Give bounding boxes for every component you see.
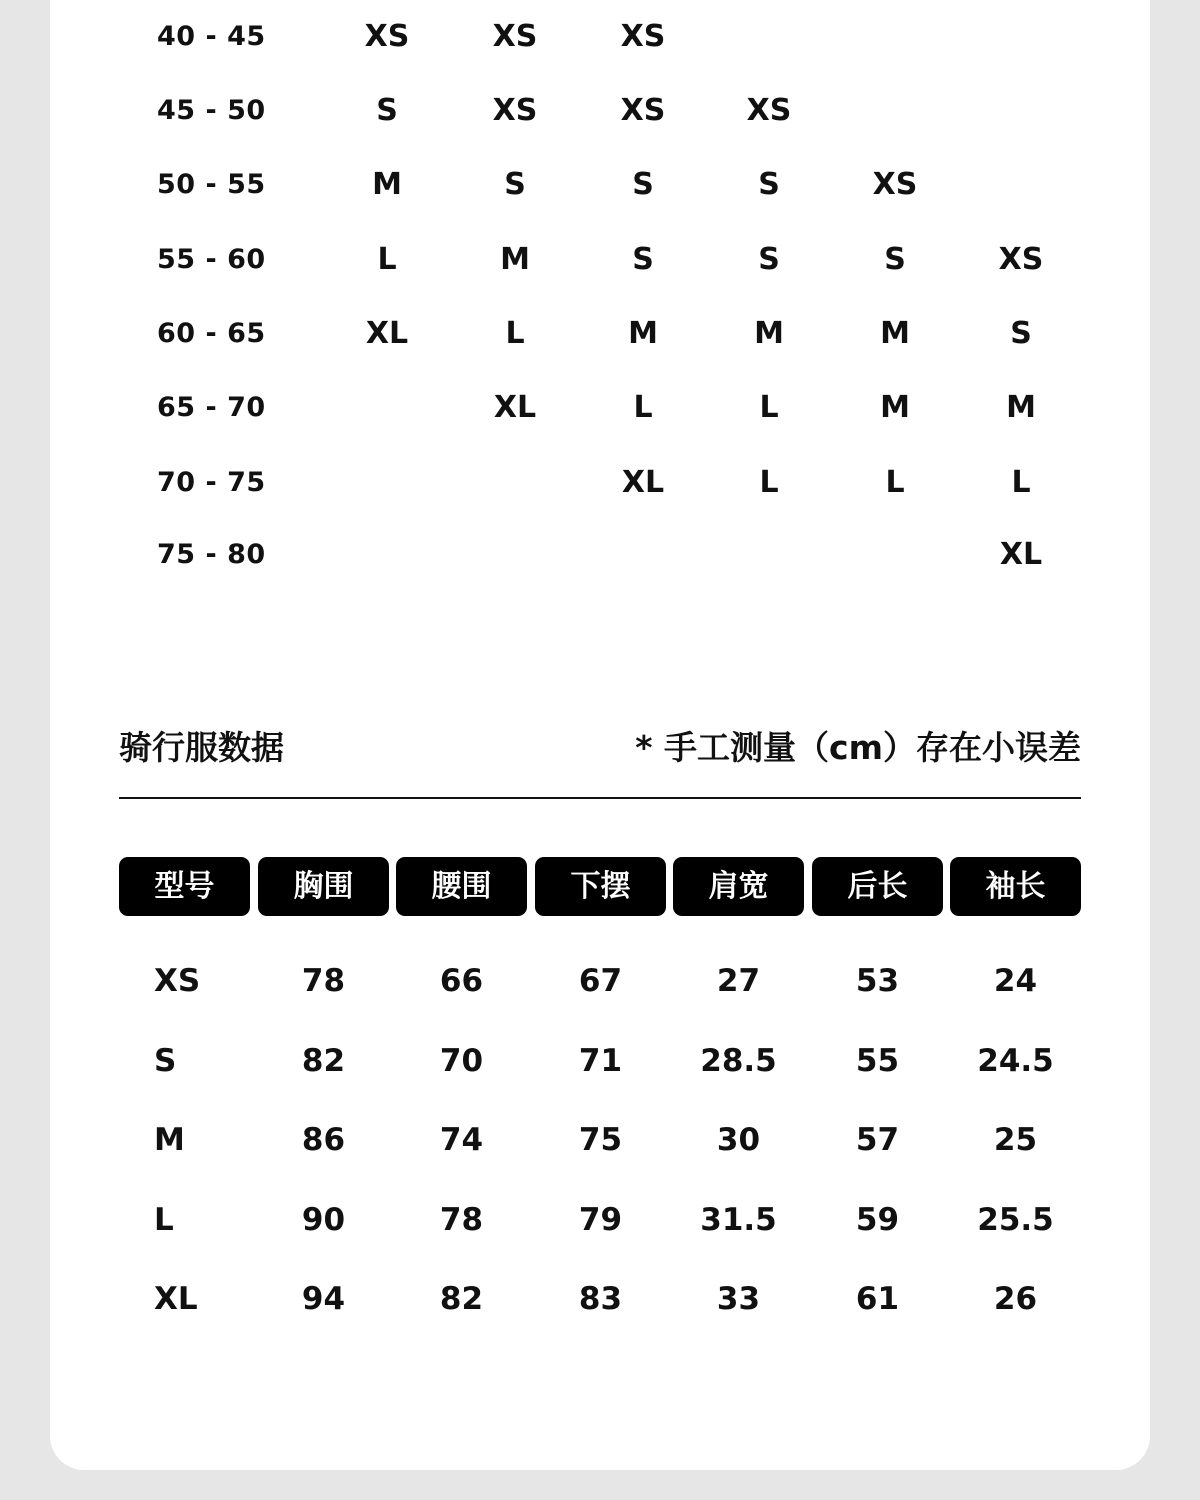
fit-cell: S: [632, 242, 654, 277]
table-cell: 25.5: [977, 1202, 1054, 1238]
fit-cell: M: [500, 242, 530, 277]
table-cell: 28.5: [700, 1043, 777, 1079]
fit-cell: XL: [621, 465, 665, 500]
range-label: 50 - 55: [157, 169, 266, 200]
table-cell: 26: [993, 1281, 1038, 1317]
table-cell: 86: [301, 1122, 346, 1158]
table-cell: 24.5: [977, 1043, 1054, 1079]
fit-cell: XS: [998, 242, 1044, 277]
fit-cell: S: [376, 93, 398, 128]
fit-cell: S: [1010, 316, 1032, 351]
header-back-length: 后长: [812, 857, 943, 916]
fit-cell: S: [884, 242, 906, 277]
table-cell: 33: [716, 1281, 761, 1317]
table-row: [50, 1036, 1150, 1086]
fit-cell: XS: [872, 167, 918, 202]
table-cell: 78: [301, 963, 346, 999]
fit-cell: S: [758, 242, 780, 277]
table-row: [50, 1274, 1150, 1324]
fit-row: [50, 160, 1150, 210]
size-label: XL: [154, 1281, 198, 1317]
fit-row: [50, 458, 1150, 508]
table-cell: 67: [578, 963, 623, 999]
table-cell: 31.5: [700, 1202, 777, 1238]
table-cell: 75: [578, 1122, 623, 1158]
table-cell: 83: [578, 1281, 623, 1317]
table-cell: 79: [578, 1202, 623, 1238]
table-cell: 94: [301, 1281, 346, 1317]
header-hem: 下摆: [535, 857, 666, 916]
fit-row: [50, 309, 1150, 359]
table-cell: 55: [855, 1043, 900, 1079]
fit-cell: L: [759, 465, 779, 500]
table-cell: 24: [993, 963, 1038, 999]
table-cell: 66: [439, 963, 484, 999]
fit-row: [50, 12, 1150, 62]
fit-cell: XS: [492, 19, 538, 54]
fit-cell: XS: [620, 19, 666, 54]
range-label: 55 - 60: [157, 244, 266, 275]
header-shoulder: 肩宽: [673, 857, 804, 916]
size-guide-card: [50, 0, 1150, 1470]
range-label: 60 - 65: [157, 318, 266, 349]
header-sleeve-length: 袖长: [950, 857, 1081, 916]
fit-cell: M: [1006, 390, 1036, 425]
table-cell: 53: [855, 963, 900, 999]
fit-cell: XS: [364, 19, 410, 54]
fit-cell: XL: [365, 316, 409, 351]
fit-cell: M: [880, 390, 910, 425]
table-cell: 74: [439, 1122, 484, 1158]
fit-cell: L: [885, 465, 905, 500]
table-row: [50, 1115, 1150, 1165]
table-cell: 71: [578, 1043, 623, 1079]
section-divider: [119, 797, 1081, 799]
fit-cell: L: [377, 242, 397, 277]
range-label: 70 - 75: [157, 467, 266, 498]
fit-row: [50, 235, 1150, 285]
table-cell: 59: [855, 1202, 900, 1238]
table-cell: 61: [855, 1281, 900, 1317]
size-label: S: [154, 1043, 177, 1079]
table-cell: 30: [716, 1122, 761, 1158]
fit-cell: L: [505, 316, 525, 351]
range-label: 75 - 80: [157, 539, 266, 570]
size-label: M: [154, 1122, 185, 1158]
range-label: 40 - 45: [157, 21, 266, 52]
section-title: 骑行服数据: [119, 728, 284, 767]
measurement-note: * 手工测量（cm）存在小误差: [635, 728, 1081, 767]
table-cell: 25: [993, 1122, 1038, 1158]
range-label: 45 - 50: [157, 95, 266, 126]
header-chest: 胸围: [258, 857, 389, 916]
table-row: [50, 956, 1150, 1006]
fit-cell: XS: [746, 93, 792, 128]
header-waist: 腰围: [396, 857, 527, 916]
fit-cell: M: [754, 316, 784, 351]
table-cell: 82: [301, 1043, 346, 1079]
fit-cell: S: [632, 167, 654, 202]
fit-cell: L: [633, 390, 653, 425]
fit-cell: M: [372, 167, 402, 202]
table-cell: 57: [855, 1122, 900, 1158]
table-cell: 27: [716, 963, 761, 999]
range-label: 65 - 70: [157, 392, 266, 423]
table-cell: 82: [439, 1281, 484, 1317]
table-cell: 70: [439, 1043, 484, 1079]
fit-cell: XL: [493, 390, 537, 425]
fit-row: [50, 86, 1150, 136]
fit-cell: L: [759, 390, 779, 425]
fit-cell: M: [880, 316, 910, 351]
table-row: [50, 1195, 1150, 1245]
table-cell: 78: [439, 1202, 484, 1238]
fit-row: [50, 383, 1150, 433]
size-label: XS: [154, 963, 201, 999]
fit-cell: XL: [999, 537, 1043, 572]
size-label: L: [154, 1202, 174, 1238]
fit-cell: S: [758, 167, 780, 202]
fit-cell: S: [504, 167, 526, 202]
fit-cell: XS: [620, 93, 666, 128]
table-cell: 90: [301, 1202, 346, 1238]
fit-cell: XS: [492, 93, 538, 128]
fit-row: [50, 530, 1150, 580]
fit-cell: M: [628, 316, 658, 351]
fit-cell: L: [1011, 465, 1031, 500]
header-size: 型号: [119, 857, 250, 916]
